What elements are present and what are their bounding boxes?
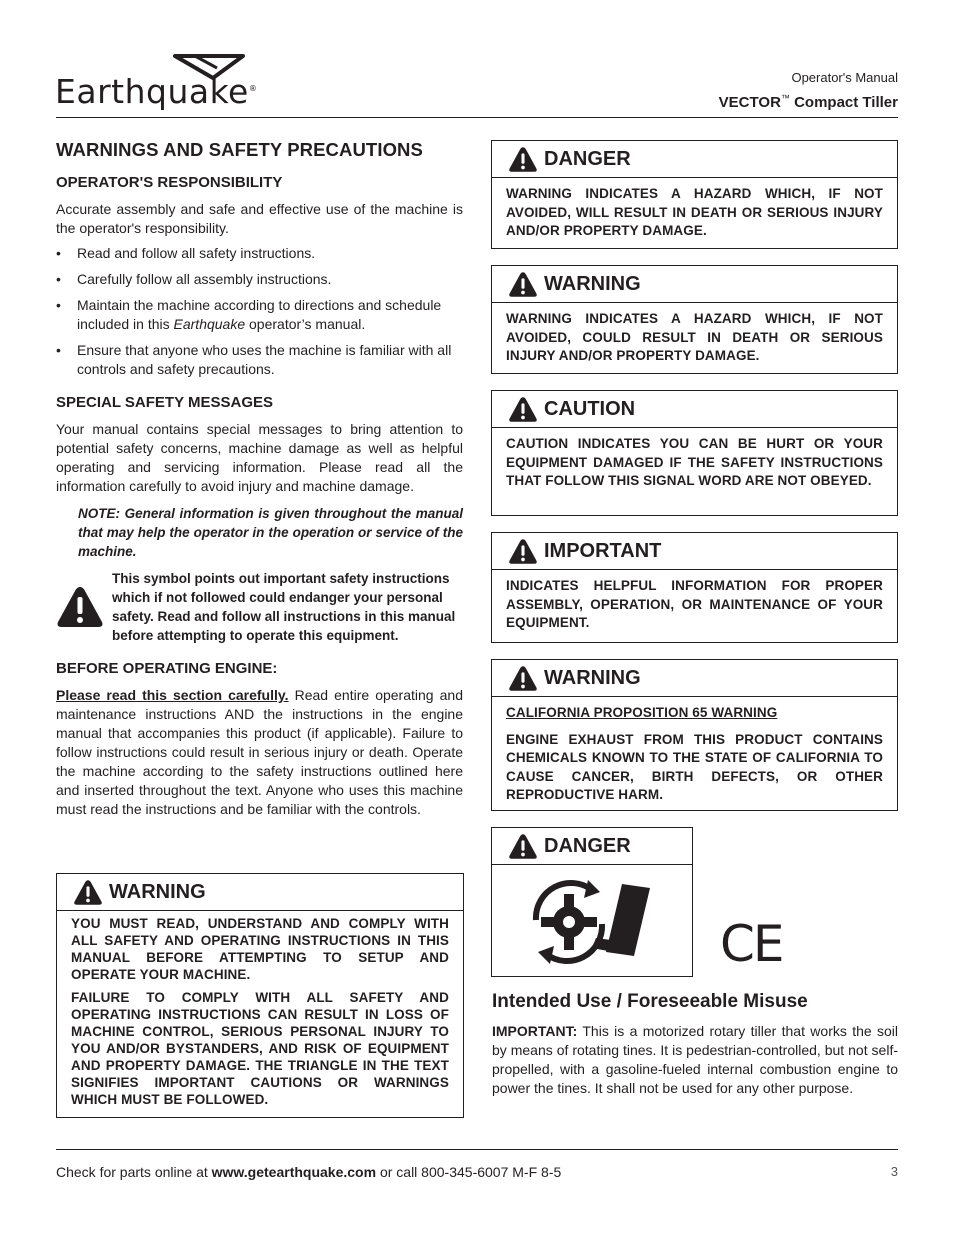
intended-use-heading: Intended Use / Foreseeable Misuse [492, 991, 808, 1012]
danger-box-header [492, 141, 897, 178]
operator-heading: OPERATOR'S RESPONSIBILITY [56, 174, 283, 191]
danger-body: WARNING INDICATES A HAZARD WHICH, IF NOT AVOIDED, WILL RESULT IN DEATH OR SERIOUS INJURY AND/OR PROPERTY DAMAGE. [506, 186, 883, 238]
warning-box [491, 265, 898, 374]
page-title: WARNINGS AND SAFETY PRECAUTIONS [56, 139, 423, 160]
footer-text: Check for parts online at www.getearthquake.com or call 800-345-6007 M-F 8-5 [56, 1164, 562, 1180]
important-box-header [492, 533, 897, 570]
warning-box-header [57, 874, 463, 911]
warning-body: WARNING INDICATES A HAZARD WHICH, IF NOT AVOIDED, COULD RESULT IN DEATH OR SERIOUS INJURY AND/OR PROPERTY DAMAGE. [506, 311, 883, 363]
manual-label: Operator's Manual [791, 70, 898, 85]
page-number: 3 [890, 1164, 898, 1179]
product-name: VECTOR™ Compact Tiller [718, 93, 898, 111]
manual-header [719, 68, 898, 113]
prop65-title: WARNING [544, 666, 641, 689]
danger-pictogram-header [492, 828, 692, 865]
warning-triangle-icon [73, 879, 103, 906]
brand-logo [55, 52, 280, 116]
prop65-box-header [492, 660, 897, 697]
warning-triangle-icon [508, 538, 538, 565]
warning-triangle-icon [508, 271, 538, 298]
header-divider [56, 117, 898, 118]
prop65-subheading: CALIFORNIA PROPOSITION 65 WARNING [506, 705, 778, 720]
important-body: INDICATES HELPFUL INFORMATION FOR PROPER ASSEMBLY, OPERATION, OR MAINTENANCE OF YOUR EQUIPMENT. [506, 578, 883, 630]
danger-pictogram-box [491, 827, 693, 977]
important-title: IMPORTANT [544, 539, 662, 562]
rotating-tines-hand-hazard-icon [526, 872, 658, 972]
caution-box-header [492, 391, 897, 428]
special-body: Your manual contains special messages to bring attention to potential safety concerns, machine damage as well as helpful operating and servicing information. Please read all the information carefully to avoid injury and machine damage. [56, 421, 463, 494]
before-heading: BEFORE OPERATING ENGINE: [56, 660, 278, 677]
intended-use-body: IMPORTANT: This is a motorized rotary tiller that works the soil by means of rotating tines. It is pedestrian-controlled, but not self-propelled, with a gasoline-fueled internal combustion engine to power the tines. It shall not be used for any other purpose. [492, 1023, 898, 1096]
danger-box [491, 140, 898, 249]
warning-triangle-icon [56, 585, 106, 629]
special-note: NOTE: General information is given throughout the manual that may help the operator in the operation or service of the machine. [78, 506, 463, 559]
warning-title: WARNING [544, 272, 641, 295]
warning-box-main [56, 873, 464, 1118]
list-item: • Carefully follow all assembly instructions. [56, 270, 463, 289]
list-item: • Read and follow all safety instructions. [56, 244, 463, 263]
prop65-text: ENGINE EXHAUST FROM THIS PRODUCT CONTAINS CHEMICALS KNOWN TO THE STATE OF CALIFORNIA TO CAUSE CANCER, BIRTH DEFECTS, OR OTHER REPRODUCTIVE HARM. [506, 731, 883, 802]
warning-triangle-icon [508, 396, 538, 423]
ce-mark: CE [720, 915, 783, 973]
warning-box-para2: FAILURE TO COMPLY WITH ALL SAFETY AND OPERATING INSTRUCTIONS CAN RESULT IN LOSS OF MACHINE CONTROL, SERIOUS PERSONAL INJURY TO YOU AND/OR BYSTANDERS, AND RISK OF EQUIPMENT AND PROPERTY DAMAGE. THE TRIANGLE IN THE TEXT SIGNIFIES IMPORTANT CAUTIONS OR WARNINGS WHICH MUST BE FOLLOWED. [71, 990, 449, 1107]
operator-bullets [56, 244, 463, 379]
prop65-box [491, 659, 898, 811]
intended-use-section [492, 991, 898, 1098]
caution-title: CAUTION [544, 397, 636, 420]
operator-intro: Accurate assembly and safe and effective use of the machine is the operator's responsibility. [56, 201, 463, 236]
warning-triangle-icon [508, 146, 538, 173]
brand-wordmark: Earthquake® [55, 72, 258, 111]
warning-box-para1: YOU MUST READ, UNDERSTAND AND COMPLY WITH ALL SAFETY AND OPERATING INSTRUCTIONS IN THIS MANUAL BEFORE ATTEMPTING TO SETUP AND OPERATE YOUR MACHINE. [71, 916, 449, 982]
symbol-explanation: This symbol points out important safety instructions which if not followed could endanger your personal safety. Read and follow all instructions in this manual before attempting to operate this equipment. [112, 571, 456, 643]
list-item: • Ensure that anyone who uses the machine is familiar with all controls and safety precautions. [56, 341, 463, 379]
list-item: • Maintain the machine according to directions and schedule included in this Earthquake operator’s manual. [56, 296, 463, 334]
caution-box [491, 390, 898, 516]
parts-link[interactable]: www.getearthquake.com [211, 1164, 377, 1180]
warning-box-header [492, 266, 897, 303]
danger-title: DANGER [544, 147, 631, 170]
warning-triangle-icon [508, 665, 538, 692]
before-body: Please read this section carefully. Read entire operating and maintenance instructions AND the instructions in the engine manual that accompanies this product (if applicable). Failure to follow instructions could result in serious injury or death. Operate the machine according to the safety instructions outlined here and inserted throughout the text. Anyone who uses this machine must read the instructions and be familiar with the controls. [56, 687, 463, 817]
special-heading: SPECIAL SAFETY MESSAGES [56, 394, 273, 411]
caution-body: CAUTION INDICATES YOU CAN BE HURT OR YOUR EQUIPMENT DAMAGED IF THE SAFETY INSTRUCTIONS THAT FOLLOW THIS SIGNAL WORD ARE NOT OBEYED. [506, 436, 883, 488]
left-column [56, 140, 463, 819]
prop65-body [492, 697, 897, 805]
footer-divider [56, 1149, 898, 1150]
warning-triangle-icon [508, 833, 538, 860]
safety-symbol-row [56, 569, 463, 645]
warning-box-body [57, 911, 463, 1108]
warning-box-title: WARNING [109, 880, 206, 903]
important-box [491, 532, 898, 643]
danger-pictogram-title: DANGER [544, 834, 631, 857]
